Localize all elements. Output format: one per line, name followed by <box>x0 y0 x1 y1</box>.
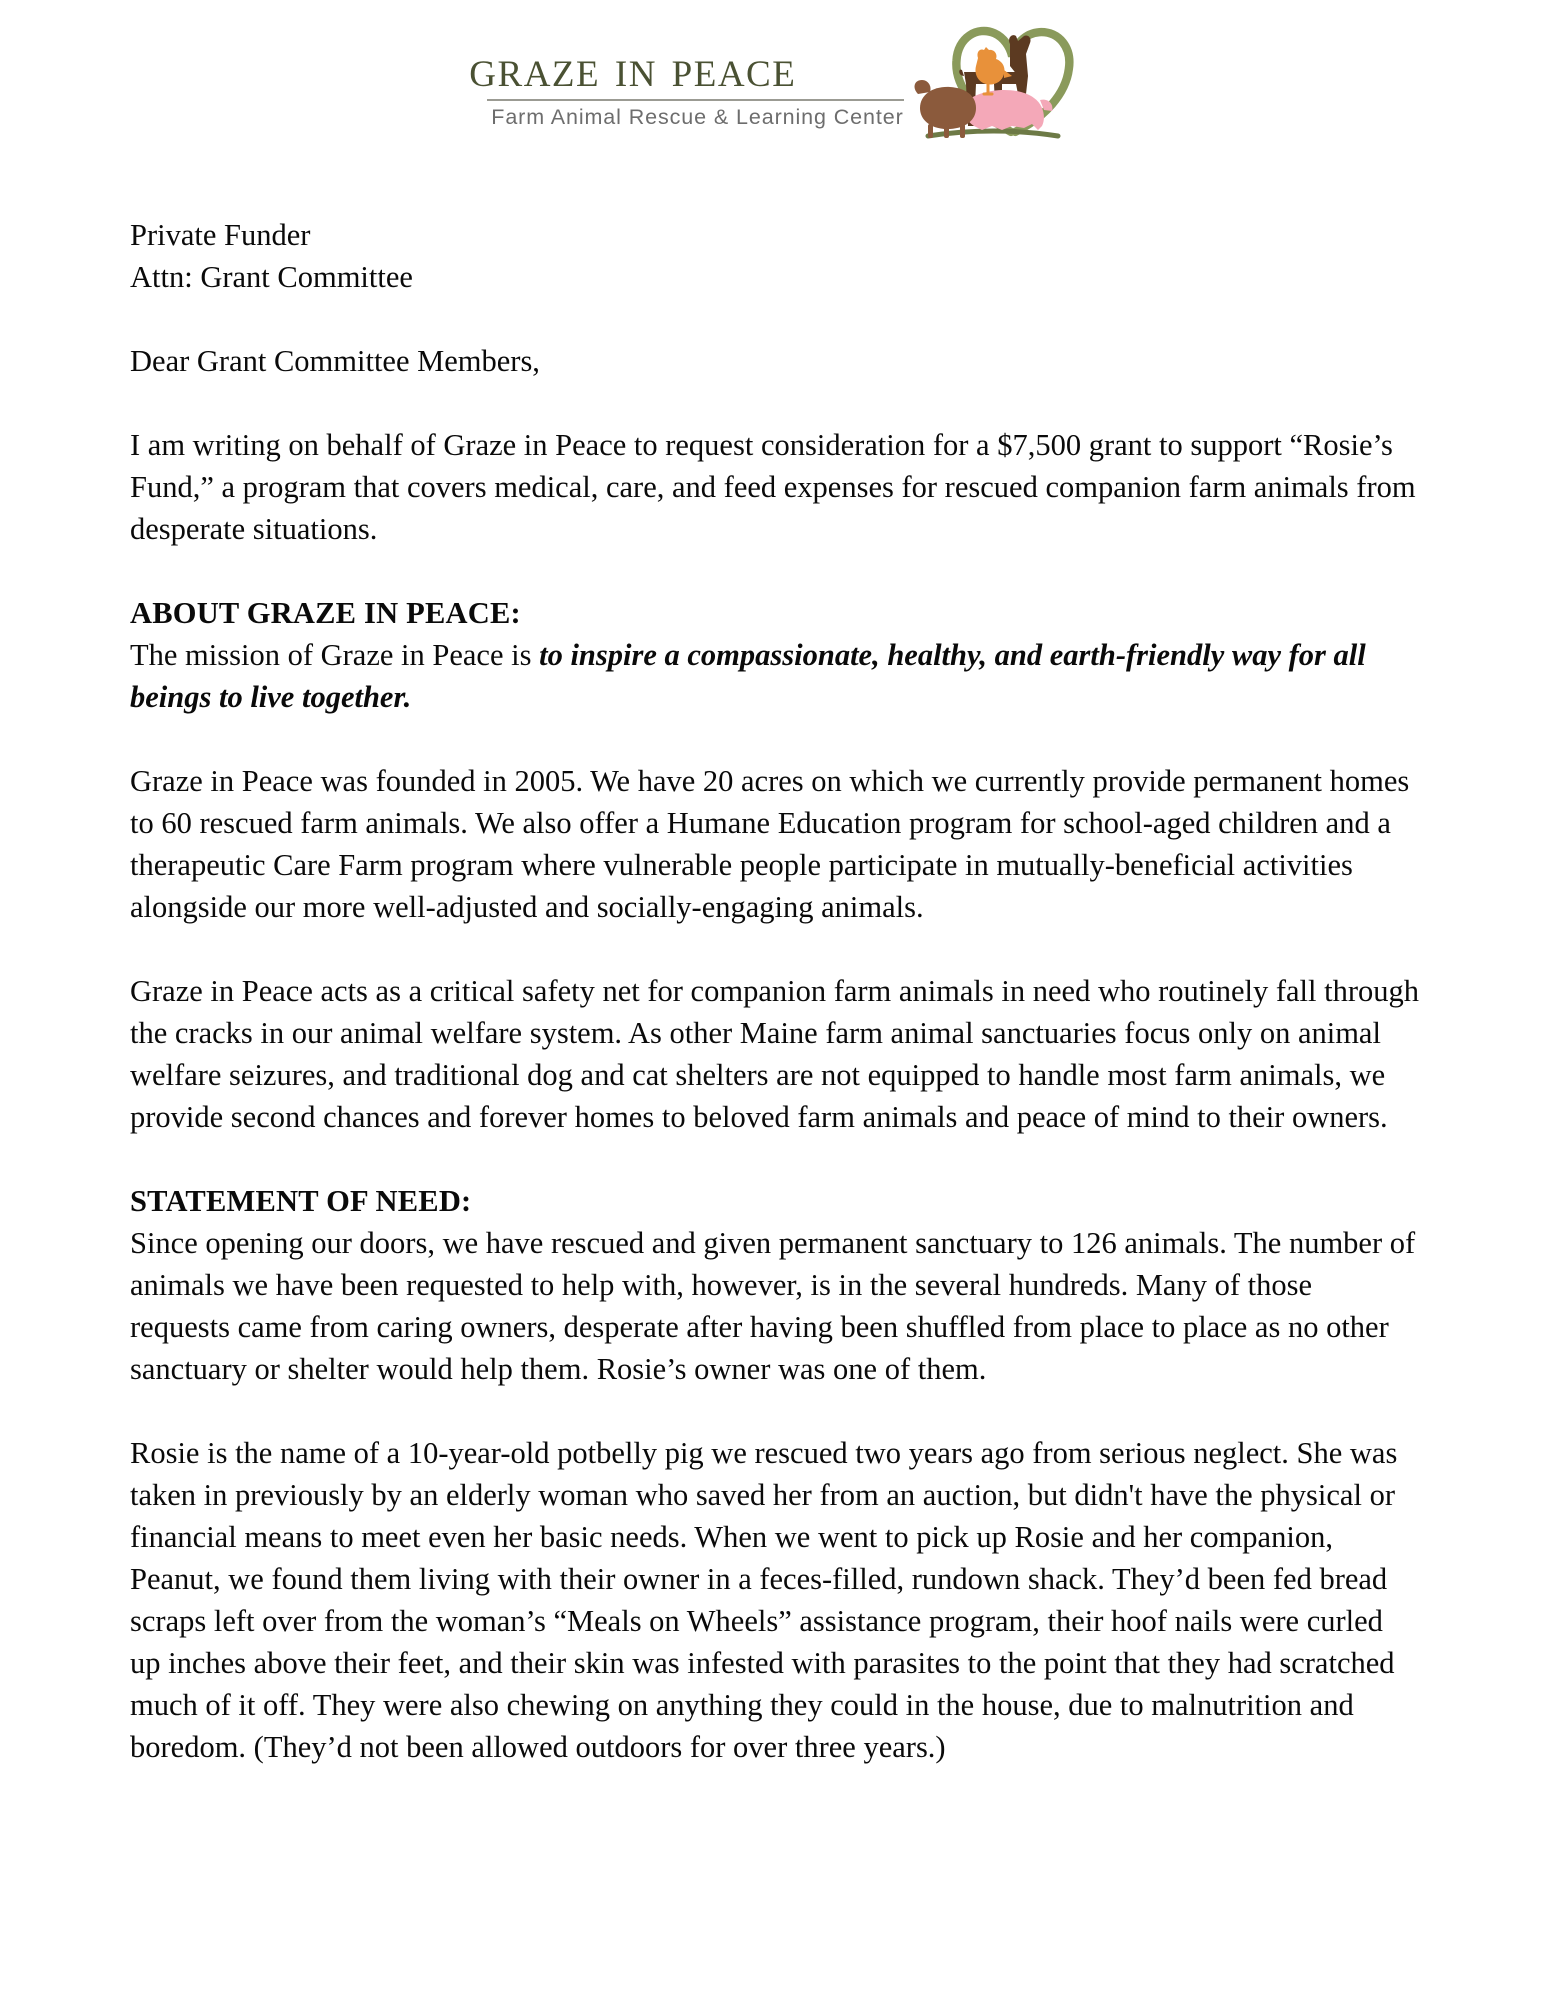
heading-about-graze-in-peace: ABOUT GRAZE IN PEACE: <box>130 596 521 630</box>
spacer <box>130 382 1419 424</box>
recipient-name: Private Funder <box>130 218 311 252</box>
logo-wordmark <box>469 14 903 130</box>
recipient-attention-line: Attn: Grant Committee <box>130 260 413 294</box>
organization-tagline: Farm Animal Rescue & Learning Center <box>491 105 904 130</box>
spacer <box>130 298 1419 340</box>
farm-animals-heart-logo-icon <box>906 14 1076 142</box>
letterhead <box>0 0 1545 142</box>
spacer <box>130 718 1419 760</box>
mission-emphasis-text: to inspire a compassionate, healthy, and earth-friendly way for all beings to live together. <box>130 638 1366 714</box>
spacer <box>130 1138 1419 1180</box>
paragraph-founding-and-programs: Graze in Peace was founded in 2005. We have 20 acres on which we currently provide permanent homes to 60 rescued farm animals. We also offer a Humane Education program for school-aged children and a therapeutic Care Farm program where vulnerable people participate in mutually-beneficial activities alongside our more well-adjusted and socially-engaging animals. <box>130 764 1410 924</box>
mission-prefix-text: The mission of Graze in Peace is <box>130 638 540 672</box>
paragraph-statement-of-need: Since opening our doors, we have rescued and given permanent sanctuary to 126 animals. The number of animals we have been requested to help with, however, is in the several hundreds. Many of those requests came from caring owners, desperate after having been shuffled from place to place as no other sanctuary or shelter would help them. Rosie’s owner was one of them. <box>130 1226 1416 1386</box>
organization-logo <box>469 14 1075 142</box>
spacer <box>130 928 1419 970</box>
heading-statement-of-need: STATEMENT OF NEED: <box>130 1184 472 1218</box>
spacer <box>130 550 1419 592</box>
letter-body <box>0 214 1545 1768</box>
paragraph-mission-statement <box>130 634 1419 718</box>
organization-name: graze in peace <box>469 40 797 98</box>
paragraph-intro-request: I am writing on behalf of Graze in Peace to request consideration for a $7,500 grant to support “Rosie’s Fund,” a program that covers medical, care, and feed expenses for rescued companion farm animals from desperate situations. <box>130 428 1416 546</box>
paragraph-safety-net: Graze in Peace acts as a critical safety net for companion farm animals in need who routinely fall through the cracks in our animal welfare system. As other Maine farm animal sanctuaries focus only on animal welfare seizures, and traditional dog and cat shelters are not equipped to handle most farm animals, we provide second chances and forever homes to beloved farm animals and peace of mind to their owners. <box>130 974 1419 1134</box>
spacer <box>130 1390 1419 1432</box>
salutation: Dear Grant Committee Members, <box>130 344 540 378</box>
logo-divider-rule <box>487 99 903 101</box>
paragraph-rosie-story: Rosie is the name of a 10-year-old potbelly pig we rescued two years ago from serious neglect. She was taken in previously by an elderly woman who saved her from an auction, but didn't have the physical or financial means to meet even her basic needs. When we went to pick up Rosie and her companion, Peanut, we found them living with their owner in a feces-filled, rundown shack. They’d been fed bread scraps left over from the woman’s “Meals on Wheels” assistance program, their hoof nails were curled up inches above their feet, and their skin was infested with parasites to the point that they had scratched much of it off. They were also chewing on anything they could in the house, due to malnutrition and boredom. (They’d not been allowed outdoors for over three years.) <box>130 1436 1398 1764</box>
recipient-address-block <box>130 214 1419 298</box>
